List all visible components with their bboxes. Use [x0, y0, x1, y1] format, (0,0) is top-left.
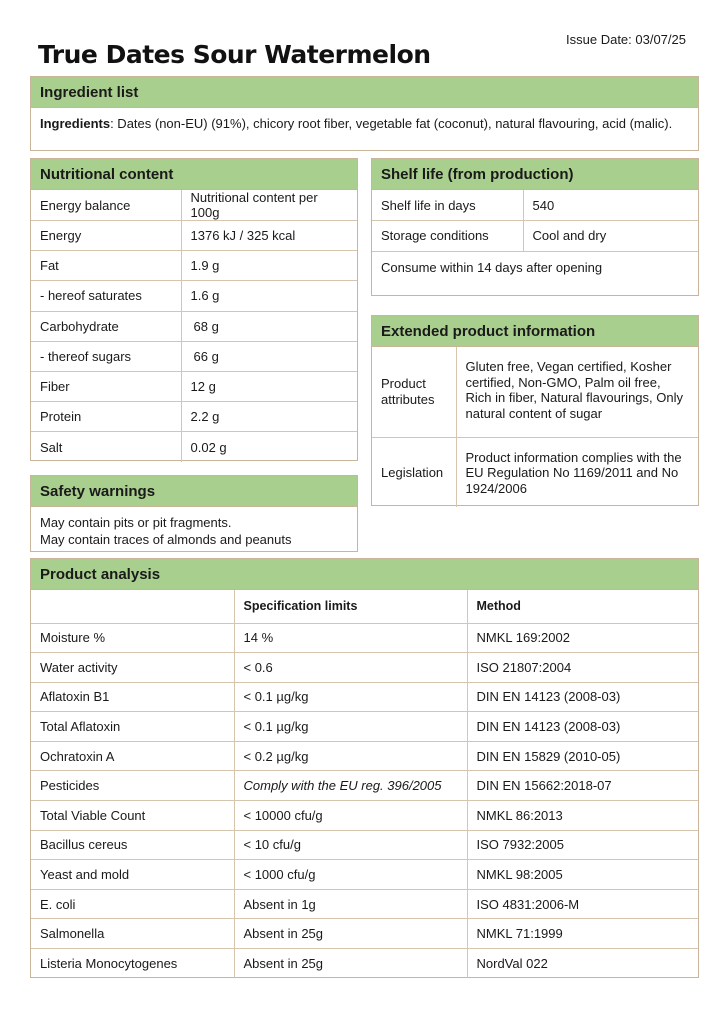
nutrient-name: Carbohydrate	[31, 311, 181, 341]
extended-value: Product information complies with the EU Regulation No 1169/2011 and No 1924/2006	[456, 437, 698, 507]
shelf-life-header: Shelf life (from production)	[372, 159, 698, 190]
shelf-note: Consume within 14 days after opening	[372, 251, 698, 281]
shelf-value: Cool and dry	[523, 221, 698, 252]
analysis-limit: < 1000 cfu/g	[234, 860, 467, 890]
table-row	[372, 221, 698, 252]
table-row	[31, 712, 698, 742]
analysis-method: DIN EN 15829 (2010-05)	[467, 741, 698, 771]
table-row	[31, 919, 698, 949]
analysis-limit: Absent in 25g	[234, 949, 467, 979]
page-title: True Dates Sour Watermelon	[38, 40, 431, 69]
analysis-parameter: Bacillus cereus	[31, 830, 234, 860]
table-row	[31, 190, 357, 221]
analysis-method: DIN EN 14123 (2008-03)	[467, 682, 698, 712]
table-row	[372, 437, 698, 507]
analysis-parameter: Water activity	[31, 653, 234, 683]
nutrient-value: 1.9 g	[181, 251, 357, 281]
analysis-limit: < 10 cfu/g	[234, 830, 467, 860]
column-header: Method	[467, 590, 698, 623]
analysis-method: NMKL 169:2002	[467, 623, 698, 653]
safety-header: Safety warnings	[31, 476, 357, 507]
nutrient-name: - thereof sugars	[31, 341, 181, 371]
analysis-parameter: Yeast and mold	[31, 860, 234, 890]
table-row	[31, 741, 698, 771]
nutrient-value: 66 g	[181, 341, 357, 371]
shelf-life-section	[371, 158, 699, 296]
analysis-limit: Absent in 25g	[234, 919, 467, 949]
table-header-row	[31, 590, 698, 623]
nutrient-value: 0.02 g	[181, 432, 357, 462]
table-row	[31, 341, 357, 371]
nutritional-table	[31, 190, 357, 462]
table-row	[31, 771, 698, 801]
table-row	[31, 432, 357, 462]
table-row	[31, 311, 357, 341]
nutrient-name: Fiber	[31, 371, 181, 401]
analysis-method: NMKL 98:2005	[467, 860, 698, 890]
analysis-parameter: Pesticides	[31, 771, 234, 801]
table-row	[31, 889, 698, 919]
table-row	[31, 371, 357, 401]
analysis-method: ISO 7932:2005	[467, 830, 698, 860]
product-analysis-header: Product analysis	[31, 559, 698, 590]
extended-info-section	[371, 315, 699, 506]
analysis-parameter: Ochratoxin A	[31, 741, 234, 771]
shelf-value: 540	[523, 190, 698, 221]
shelf-life-table	[372, 190, 698, 281]
analysis-method: DIN EN 15662:2018-07	[467, 771, 698, 801]
analysis-method: NMKL 86:2013	[467, 801, 698, 831]
nutrient-name: Energy	[31, 221, 181, 251]
nutrient-value: 1376 kJ / 325 kcal	[181, 221, 357, 251]
nutritional-section	[30, 158, 358, 461]
table-row	[372, 251, 698, 281]
analysis-parameter: Total Viable Count	[31, 801, 234, 831]
analysis-parameter: Total Aflatoxin	[31, 712, 234, 742]
table-row	[31, 653, 698, 683]
shelf-label: Storage conditions	[372, 221, 523, 252]
extended-info-table	[372, 347, 698, 507]
analysis-limit: < 0.1 µg/kg	[234, 712, 467, 742]
analysis-method: NordVal 022	[467, 949, 698, 979]
analysis-limit: 14 %	[234, 623, 467, 653]
table-row	[31, 251, 357, 281]
product-analysis-table	[31, 590, 698, 978]
nutrient-value: Nutritional content per 100g	[181, 190, 357, 221]
column-header: Specification limits	[234, 590, 467, 623]
analysis-method: ISO 21807:2004	[467, 653, 698, 683]
nutrient-value: 1.6 g	[181, 281, 357, 311]
nutrient-value: 2.2 g	[181, 402, 357, 432]
safety-line: May contain traces of almonds and peanuts	[40, 532, 292, 547]
analysis-limit: < 0.6	[234, 653, 467, 683]
nutrient-name: Protein	[31, 402, 181, 432]
ingredients-value: : Dates (non-EU) (91%), chicory root fiber, vegetable fat (coconut), natural flavouring, acid (malic).	[110, 116, 673, 131]
analysis-parameter: Salmonella	[31, 919, 234, 949]
table-row	[31, 801, 698, 831]
product-analysis-section	[30, 558, 699, 978]
analysis-method: NMKL 71:1999	[467, 919, 698, 949]
nutrient-value: 68 g	[181, 311, 357, 341]
table-row	[31, 221, 357, 251]
issue-date: Issue Date: 03/07/25	[566, 32, 686, 47]
analysis-limit: Absent in 1g	[234, 889, 467, 919]
safety-text	[31, 507, 357, 555]
table-row	[372, 347, 698, 437]
analysis-parameter: Aflatoxin B1	[31, 682, 234, 712]
table-row	[31, 860, 698, 890]
nutrient-name: Salt	[31, 432, 181, 462]
analysis-parameter: Moisture %	[31, 623, 234, 653]
table-row	[31, 281, 357, 311]
analysis-limit: < 10000 cfu/g	[234, 801, 467, 831]
nutrient-value: 12 g	[181, 371, 357, 401]
extended-label: Legislation	[372, 437, 456, 507]
nutrient-name: Fat	[31, 251, 181, 281]
table-row	[31, 402, 357, 432]
table-row	[31, 949, 698, 979]
ingredient-list-section	[30, 76, 699, 151]
analysis-limit: < 0.1 µg/kg	[234, 682, 467, 712]
column-header	[31, 590, 234, 623]
ingredient-text	[31, 108, 698, 139]
analysis-parameter: Listeria Monocytogenes	[31, 949, 234, 979]
analysis-method: DIN EN 14123 (2008-03)	[467, 712, 698, 742]
analysis-limit: Comply with the EU reg. 396/2005	[234, 771, 467, 801]
safety-line: May contain pits or pit fragments.	[40, 515, 232, 530]
nutrient-name: Energy balance	[40, 197, 131, 213]
ingredients-label: Ingredients	[40, 116, 111, 131]
analysis-method: ISO 4831:2006-M	[467, 889, 698, 919]
extended-value: Gluten free, Vegan certified, Kosher certified, Non-GMO, Palm oil free, Rich in fiber, Natural flavourings, Only natural content of sugar	[456, 347, 698, 437]
extended-info-header: Extended product information	[372, 316, 698, 347]
analysis-limit: < 0.2 µg/kg	[234, 741, 467, 771]
extended-label: Product attributes	[381, 376, 435, 407]
table-row	[31, 830, 698, 860]
nutritional-header: Nutritional content	[31, 159, 357, 190]
table-row	[31, 623, 698, 653]
analysis-parameter: E. coli	[31, 889, 234, 919]
ingredient-list-header: Ingredient list	[31, 77, 698, 108]
table-row	[31, 682, 698, 712]
shelf-label: Shelf life in days	[381, 197, 476, 213]
nutrient-name: - hereof saturates	[31, 281, 181, 311]
table-row	[372, 190, 698, 221]
safety-section	[30, 475, 358, 552]
